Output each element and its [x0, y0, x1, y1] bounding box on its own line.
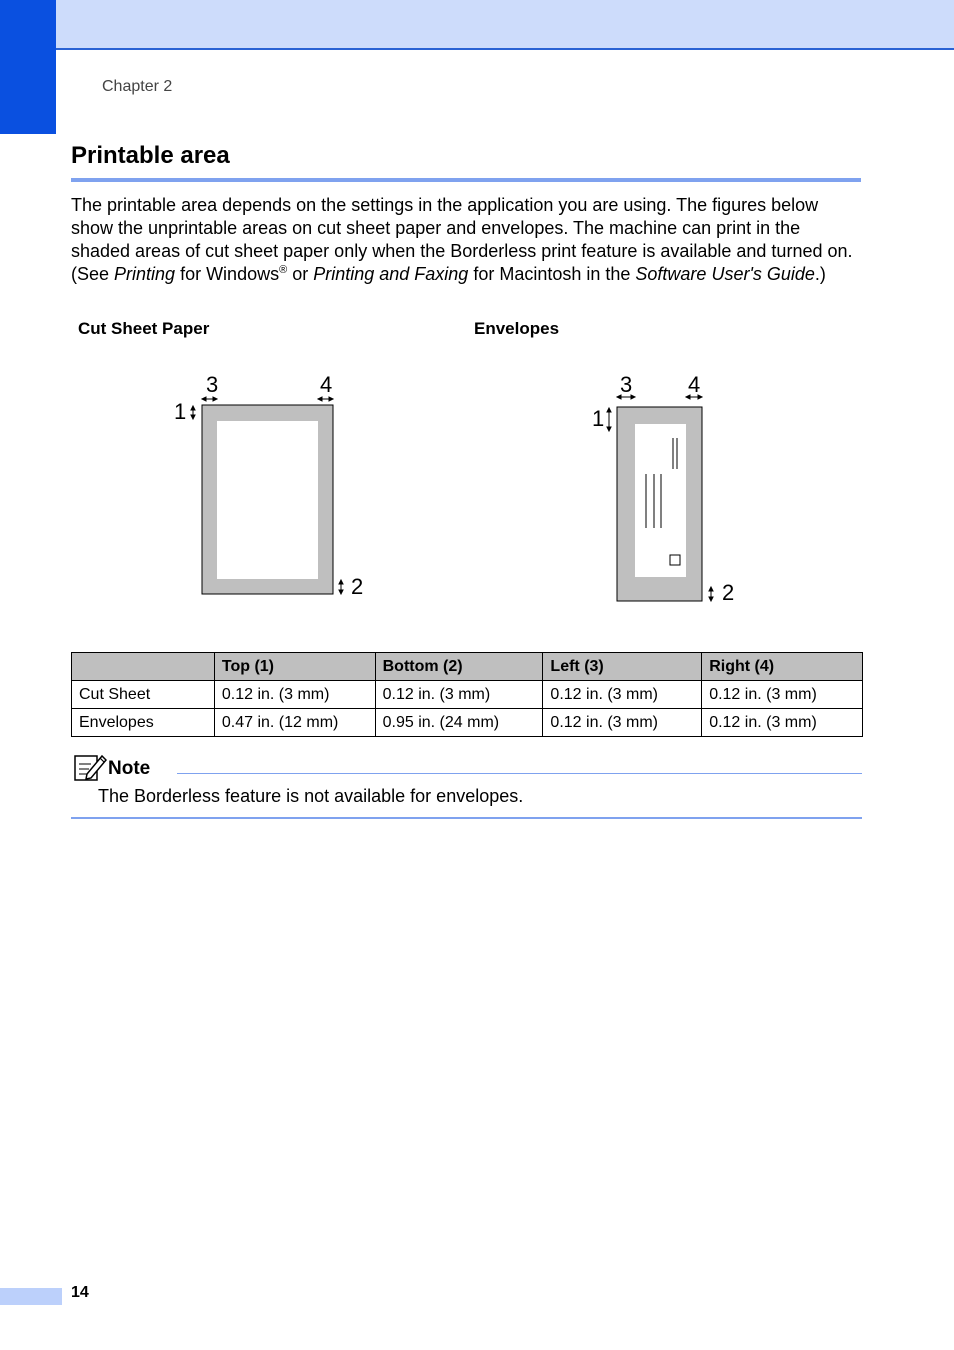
chapter-tab — [0, 0, 56, 134]
table-header-cell: Left (3) — [543, 653, 702, 681]
intro-line-3: shaded areas of cut sheet paper only when the Borderless print feature is available and turned on. — [71, 241, 853, 261]
cut-sheet-label-left: 3 — [206, 372, 219, 397]
title-rule — [71, 178, 861, 182]
table-header-cell — [72, 653, 215, 681]
table-row — [72, 681, 863, 709]
envelope-stamp-box — [670, 555, 680, 565]
cut-sheet-label-top: 1 — [174, 399, 187, 424]
envelope-label-top: 1 — [592, 406, 605, 431]
table-header-cell: Top (1) — [214, 653, 375, 681]
intro-for-mac: for Macintosh in the — [468, 264, 636, 284]
chapter-label: Chapter 2 — [102, 78, 173, 95]
table-header-cell: Right (4) — [702, 653, 863, 681]
guide-reference: Software User's Guide — [635, 264, 815, 284]
table-cell: 0.12 in. (3 mm) — [702, 709, 863, 737]
table-cell: Envelopes — [72, 709, 215, 737]
printing-reference: Printing — [114, 264, 176, 284]
envelope-label-right: 4 — [688, 372, 701, 397]
cut-sheet-printable-area — [217, 421, 318, 579]
page-number: 14 — [71, 1284, 89, 1301]
table-row — [72, 709, 863, 737]
table-cell: 0.95 in. (24 mm) — [375, 709, 543, 737]
cut-sheet-heading: Cut Sheet Paper — [78, 319, 210, 338]
footer-band — [0, 1288, 62, 1305]
intro-line-1: The printable area depends on the settings in the application you are using. The figures below — [71, 195, 819, 215]
intro-see-open: (See — [71, 264, 115, 284]
table-cell: 0.12 in. (3 mm) — [702, 681, 863, 709]
envelope-label-bottom: 2 — [722, 580, 735, 605]
intro-or: or — [287, 264, 314, 284]
cut-sheet-diagram — [160, 368, 380, 608]
note-text: The Borderless feature is not available for envelopes. — [98, 786, 524, 806]
header-band — [0, 0, 954, 50]
note-label: Note — [108, 758, 151, 779]
section-title: Printable area — [71, 142, 230, 169]
printing-faxing-reference: Printing and Faxing — [313, 264, 469, 284]
table-cell: 0.12 in. (3 mm) — [543, 681, 702, 709]
table-header-row — [72, 653, 863, 681]
envelope-label-left: 3 — [620, 372, 633, 397]
note-pencil-icon — [73, 752, 107, 782]
cut-sheet-label-bottom: 2 — [351, 574, 364, 599]
envelopes-heading: Envelopes — [474, 319, 560, 338]
intro-paragraph — [71, 194, 871, 286]
registered-mark: ® — [279, 264, 288, 276]
envelope-diagram — [580, 368, 760, 613]
margins-table — [71, 652, 863, 737]
table-cell: 0.12 in. (3 mm) — [375, 681, 543, 709]
table-cell: 0.12 in. (3 mm) — [543, 709, 702, 737]
intro-for-windows: for Windows — [175, 264, 280, 284]
table-cell: 0.47 in. (12 mm) — [214, 709, 375, 737]
table-header-cell: Bottom (2) — [375, 653, 543, 681]
cut-sheet-label-right: 4 — [320, 372, 333, 397]
table-cell: 0.12 in. (3 mm) — [214, 681, 375, 709]
intro-line-2: show the unprintable areas on cut sheet paper and envelopes. The machine can print in the — [71, 218, 801, 238]
note-bottom-rule — [71, 817, 862, 819]
intro-close: .) — [814, 264, 826, 284]
table-cell: Cut Sheet — [72, 681, 215, 709]
note-rule — [177, 773, 862, 774]
